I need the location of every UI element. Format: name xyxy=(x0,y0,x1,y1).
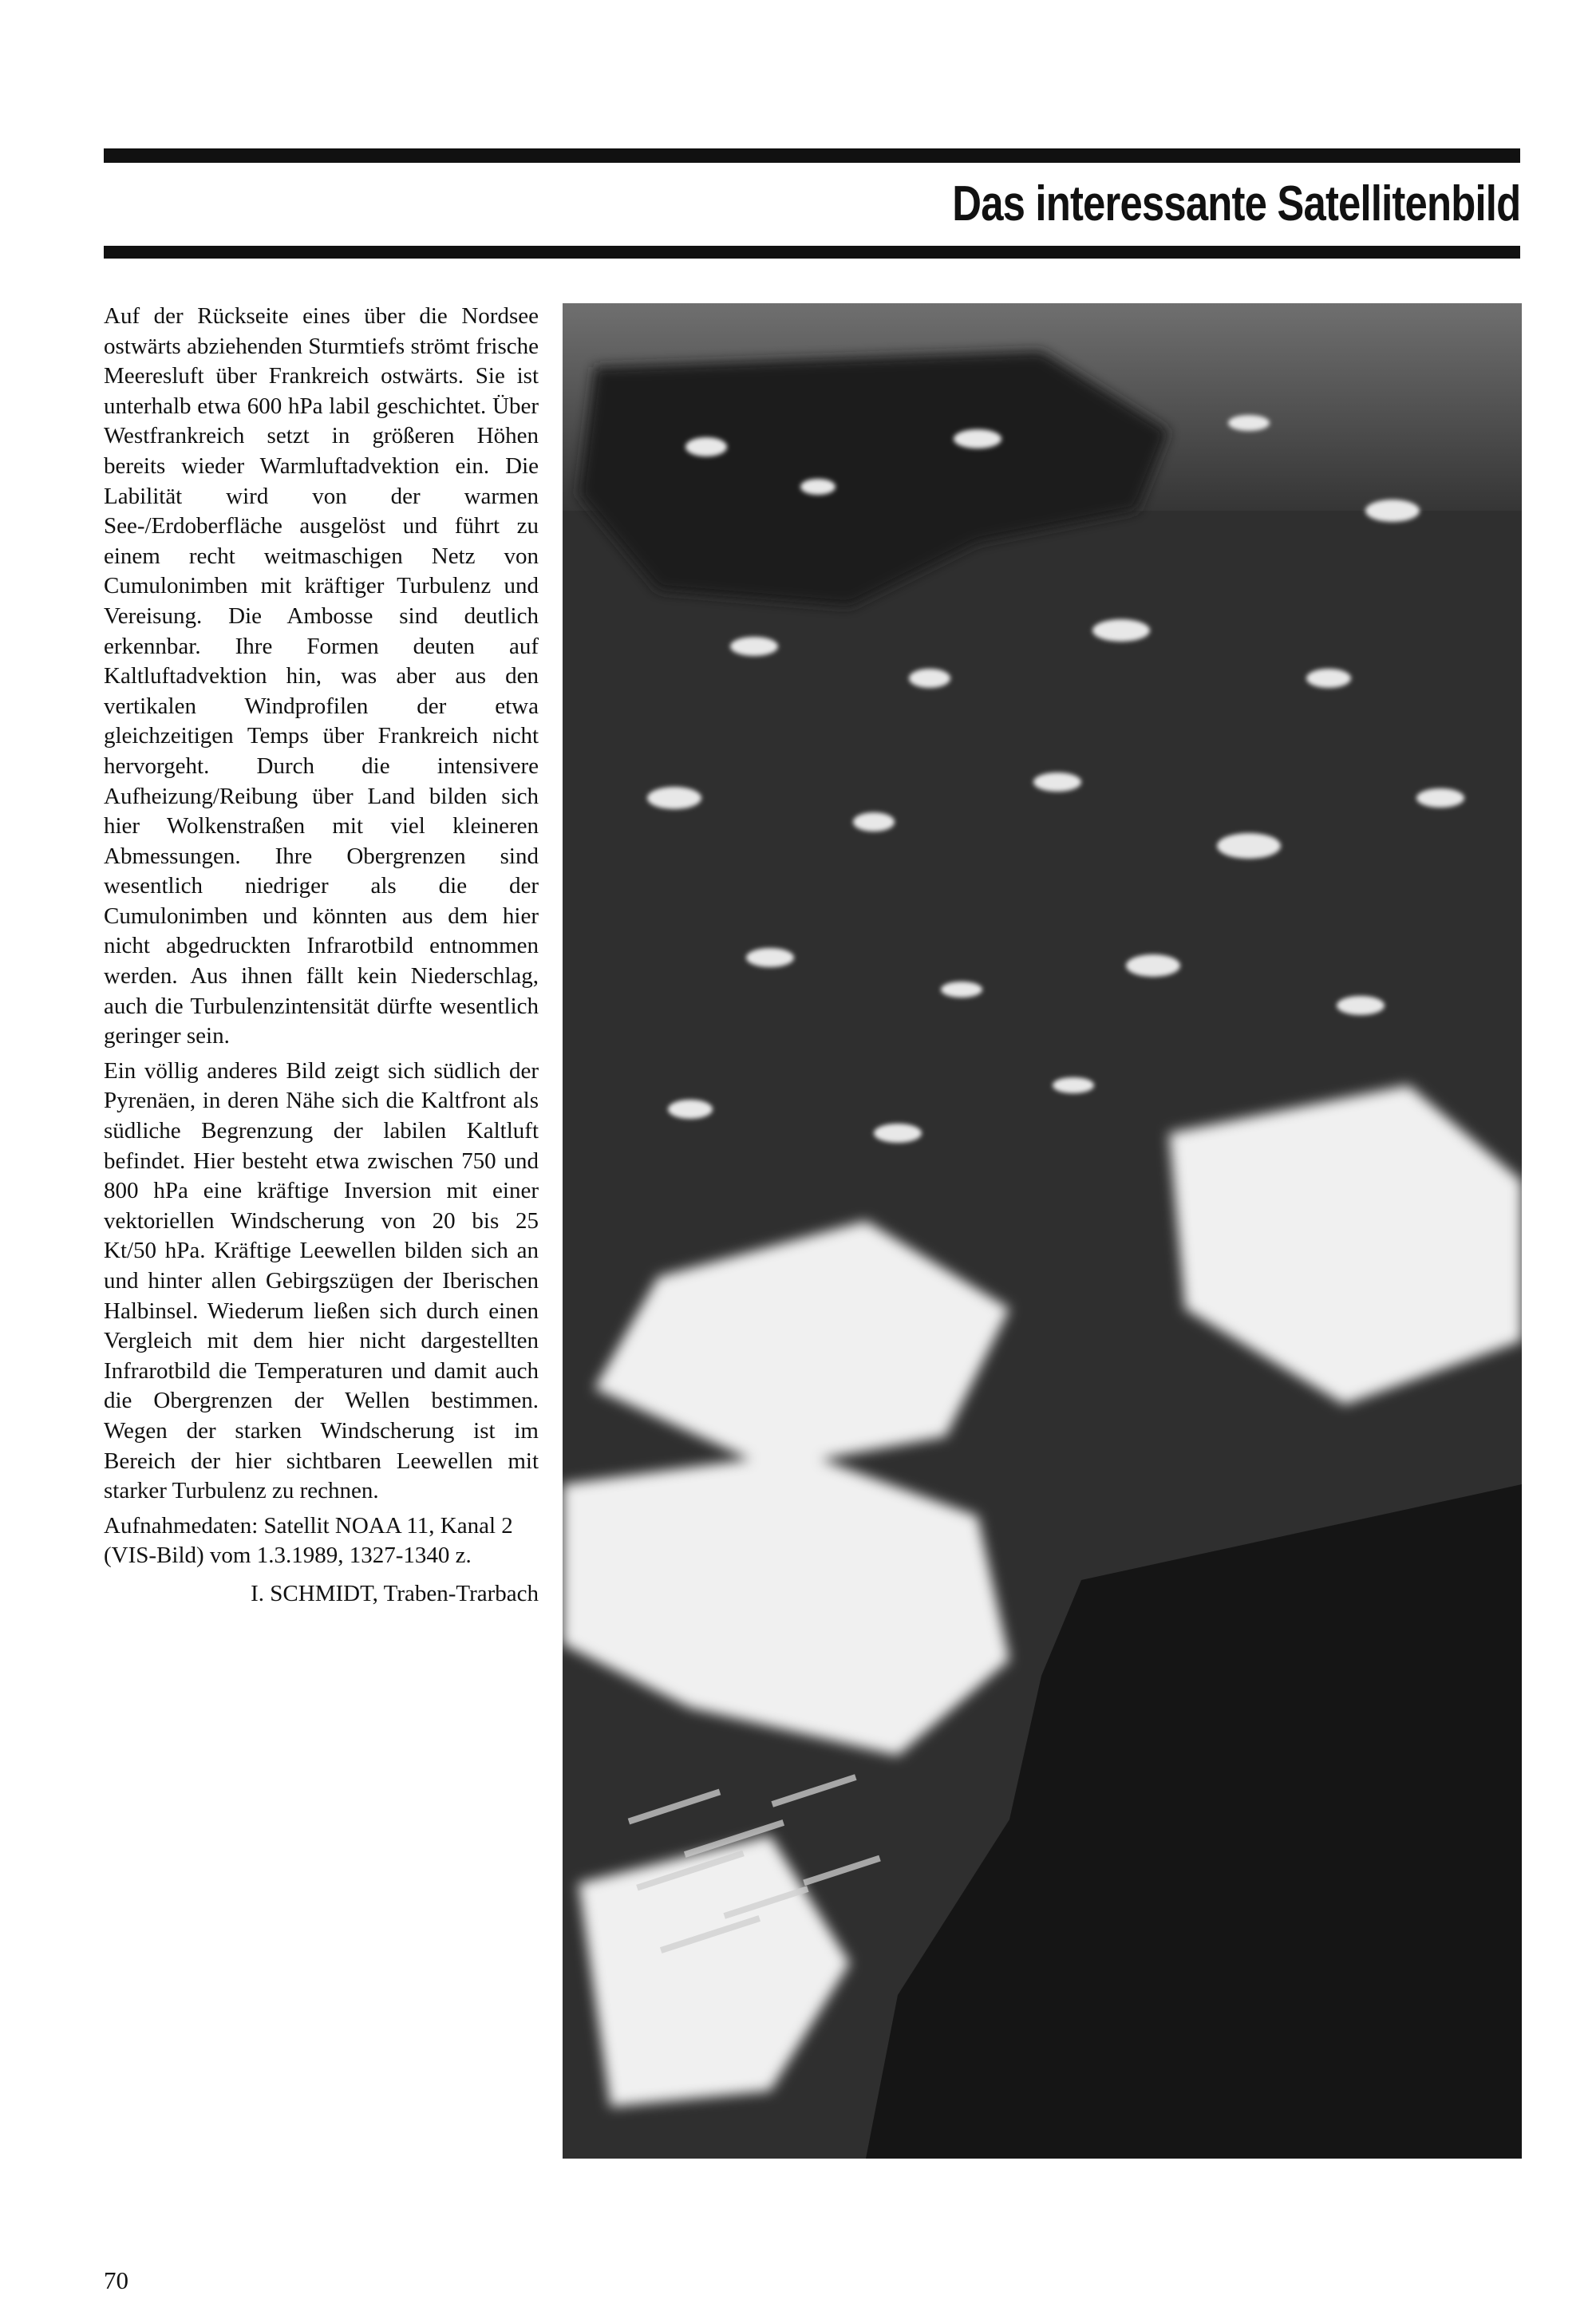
satellite-image xyxy=(563,303,1522,2159)
article-paragraph-2: Ein völlig anderes Bild zeigt sich südlich der Pyrenäen, in deren Nähe sich die Kaltfront als südliche Begrenzung der labilen Kaltluft befindet. Hier besteht etwa zwischen 750 und 800 hPa eine kräftige Inversion mit einer vektoriellen Windscherung von 20 bis 25 Kt/50 hPa. Kräftige Leewellen bilden sich an und hinter allen Gebirgszügen der Iberischen Halbinsel. Wiederum ließen sich durch einen Vergleich mit dem hier nicht dargestellten Infrarotbild die Temperaturen und damit auch die Obergrenzen der Wellen bestimmen. Wegen der starken Windscherung ist im Bereich der hier sichtbaren Leewellen mit starker Turbulenz zu rechnen. xyxy=(104,1057,539,1504)
header-rule-bottom xyxy=(104,246,1520,259)
page-title: Das interessante Satellitenbild xyxy=(951,176,1520,231)
satellite-image-graphic xyxy=(563,303,1522,2159)
image-data-caption: Aufnahmedaten: Satellit NOAA 11, Kanal 2 (VIS-Bild) vom 1.3.1989, 1327-1340 z. xyxy=(104,1512,513,1569)
page-number: 70 xyxy=(104,2266,128,2294)
author-credit: I. SCHMIDT, Traben-Trarbach xyxy=(251,1580,539,1606)
article-paragraph-1: Auf der Rückseite eines über die Nordsee ostwärts abziehenden Sturmtiefs strömt frische Meeresluft über Frankreich ostwärts. Sie ist unterhalb etwa 600 hPa labil geschichtet. Über Westfrankreich setzt in größeren Höhen bereits wieder Warmluftadvektion ein. Die Labilität wird von der warmen See-/Erdoberfläche ausgelöst und führt zu einem recht weitmaschigen Netz von Cumulonimben mit kräftiger Turbulenz und Vereisung. Die Ambosse sind deutlich erkennbar. Ihre Formen deuten auf Kaltluftadvektion hin, was aber aus den vertikalen Windprofilen der etwa gleichzeitigen Temps über Frankreich nicht hervorgeht. Durch die intensivere Aufheizung/Reibung über Land bilden sich hier Wolkenstraßen mit viel kleineren Abmessungen. Ihre Obergrenzen sind wesentlich niedriger als die der Cumulonimben und könnten aus dem hier nicht abgedruckten Infrarotbild entnommen werden. Aus ihnen fällt kein Niederschlag, auch die Turbulenzintensität dürfte wesentlich geringer sein. xyxy=(104,303,539,1049)
article-column xyxy=(104,302,539,1614)
header-rule-top xyxy=(104,148,1520,163)
